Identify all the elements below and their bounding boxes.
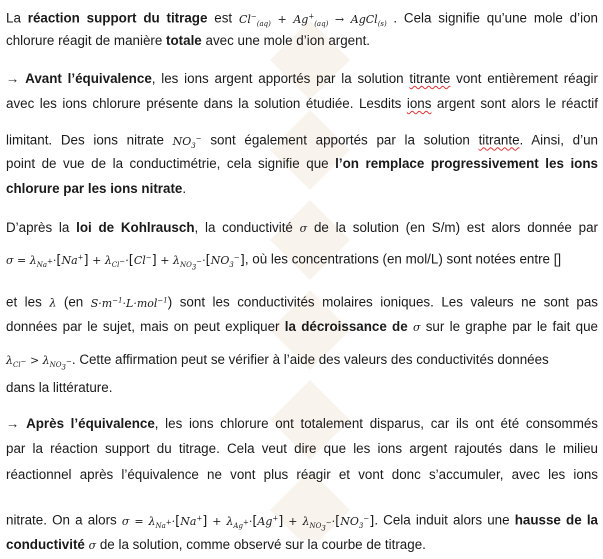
sigma-symbol: σ <box>299 222 308 235</box>
units-expression: $S\cdot m^{-1}\cdot L\cdot mol^{-1}$ <box>90 296 168 310</box>
p2-line5: chlorure par les ions nitrate. <box>6 181 187 196</box>
p1-line2: chlorure réagit de manière totale avec une mole d’ion argent. <box>6 33 371 48</box>
kohlrausch-formula-before: $\sigma = \lambda_{Na^+}\cdot[Na^+] + \lambda_{Cl^-}\cdot[Cl^-] + \lambda_{NO_3^-}\cdot[NO_3^-]$ <box>6 252 245 272</box>
lambda-inequality: $\lambda_{Cl^-} > \lambda_{NO_3^-}$ <box>6 354 72 372</box>
p3-line3: et les λ (en $S\cdot m^{-1}\cdot L\cdot mol^{-1}$) sont les conductivités molaires ioniques. Les valeurs ne sont pas <box>6 294 598 310</box>
sigma-symbol-2: σ <box>412 321 421 334</box>
p2-line4: point de vue de la conductimétrie, cela signifie que l’on remplace progressivement les ions <box>6 156 598 171</box>
p3-line4: données par le sujet, mais on peut expliquer la décroissance de σ sur le graphe par le fait que <box>6 319 598 334</box>
arrow-icon: → <box>6 71 20 86</box>
p4-line3: réactionnel après l’équivalence ne vont plus réagir et vont donc s’accumuler, avec les ions <box>6 467 598 482</box>
sigma-symbol-3: σ <box>88 539 97 552</box>
p3-line5: $\lambda_{Cl^-} > \lambda_{NO_3^-}$. Cette affirmation peut se vérifier à l’aide des valeurs des conductivités données <box>6 352 549 372</box>
nitrate-symbol: $NO_3^-$ <box>172 134 202 150</box>
p4-line5: conductivité σ de la solution, comme observé sur la courbe de titrage. <box>6 537 426 552</box>
p2-line3: limitant. Des ions nitrate $NO_3^-$ sont également apportés par la solution titrante. Ainsi, d’un <box>6 132 598 150</box>
p4-line1: → Après l’équivalence, les ions chlorure ont totalement disparus, car ils ont été consommés <box>6 416 599 431</box>
reaction-equation: $Cl^-_{(aq)} + Ag^+_{(aq)}$ → AgCl$_{(s)}$ <box>238 12 387 28</box>
lambda-symbol: λ <box>49 296 57 310</box>
p4-line4: nitrate. On a alors $\sigma = \lambda_{Na^+}\cdot[Na^+] + \lambda_{Ag^+}\cdot[Ag^+] + \lambda_{NO_3^-}\cdot[NO_3^-]$. Cela induit alors une hausse de la <box>6 512 598 533</box>
p3-line2: $\sigma = \lambda_{Na^+}\cdot[Na^+] + \lambda_{Cl^-}\cdot[Cl^-] + \lambda_{NO_3^-}\cdot[NO_3^-]$, où les concentrations (en mol/L) sont notées entre [] <box>6 251 562 272</box>
p2-line2: avec les ions chlorure présente dans la solution étudiée. Lesdits ions argent sont alors le réactif <box>6 96 598 111</box>
arrow-icon-2: → <box>6 416 20 431</box>
kohlrausch-formula-after: $\sigma = \lambda_{Na^+}\cdot[Na^+] + \lambda_{Ag^+}\cdot[Ag^+] + \lambda_{NO_3^-}\cdot[NO_3^-]$ <box>121 513 375 533</box>
p3-line1: D’après la loi de Kohlrausch, la conductivité σ de la solution (en S/m) est alors donnée par <box>6 220 598 235</box>
p4-line2: par la réaction support du titrage. Cela veut dire que les ions argent rajoutés dans le milieu <box>6 441 598 456</box>
p1-line1: La réaction support du titrage est $Cl^-_{(aq)} + Ag^+_{(aq)}$ → AgCl$_{(s)}$ . Cela signifie qu’une mole d’ion <box>6 10 598 28</box>
p2-line1: → Avant l’équivalence, les ions argent apportés par la solution titrante vont entièrement réagir <box>6 71 598 86</box>
p3-line6: dans la littérature. <box>6 380 113 395</box>
